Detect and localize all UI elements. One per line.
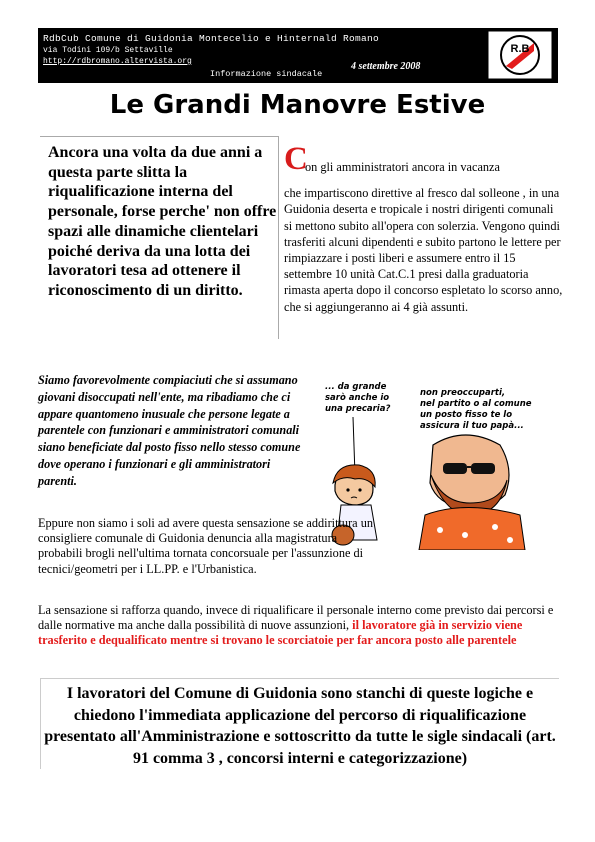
rdb-logo-icon: [488, 31, 552, 79]
bubble-right-line: nel partito o al comune: [420, 399, 532, 409]
issue-date: 4 settembre 2008: [351, 61, 421, 72]
drop-cap: C: [284, 141, 308, 177]
italic-statement: Siamo favorevolmente compiaciuti che si assumano giovani disoccupati nell'ente, ma ribadiamo che ci appare quantomeno inusuale che persone legate a parentele con funzionari e amministratori comunali siano beneficiate dal posto fisso nello stesso comune dove operano i funzionari e gli amministratori parenti.: [38, 373, 301, 488]
man-figure: [419, 435, 525, 550]
bubble-left-line: sarò anche io: [325, 393, 390, 403]
column-first-line: on gli amministratori ancora in vacanza: [305, 160, 500, 174]
masthead-url[interactable]: http://rdbromano.altervista.org: [43, 57, 192, 66]
svg-text:non preoccuparti, nel part: [420, 388, 535, 431]
pull-quote: Ancora una volta da due anni a questa parte slitta la riqualificazione interna del personale, forse perche' non offre spazi alle dinamiche clientelari poiché deriva da una lotta dei lavoratori tesa ad ottenere il riconoscimento di un diritto.: [48, 144, 277, 299]
bubble-right-line: un posto fisso te lo: [420, 410, 513, 420]
bubble-left-line: una precaria?: [325, 404, 391, 414]
masthead-address: via Todini 109/b Settaville: [43, 46, 173, 55]
bubble-right-line: assicura il tuo papà...: [420, 421, 524, 431]
highlight-text: il lavoratore già in servizio viene trasferito e dequalificato mentre si trovano le scorciatoie per far ancora posto alle parentele: [38, 618, 523, 648]
page-title: Le Grandi Manovre Estive: [109, 90, 486, 120]
paragraph-denuncia: Eppure non siamo i soli ad avere questa sensazione se addirittura un consigliere comunale di Guidonia denuncia alla magistratura probabili brogli nell'ultima tornata concorsuale per l'assunzione di tecnici/geometri per i LL.PP. e l'Urbanistica.: [38, 516, 373, 576]
logo-text: R.B: [510, 43, 530, 55]
main-column: [284, 141, 564, 315]
bubble-left-line: ... da grande: [325, 382, 387, 392]
masthead: [38, 28, 558, 83]
column-body: che impartiscono direttive al fresco dal solleone , in una Guidonia deserta e tropicale i nostri dirigenti comunali si mettono subito all'opera con solerzia. Vengono quindi trasferiti alcuni dipendenti e subito partono le lettere per rimpiazzare i posti liberi e assumere entro il 15 settembre 10 unità Cat.C.1 presi dalla graduatoria rimasta aperta dopo il concorso espletato lo scorso anno, che si aggiungeranno ai 4 già assunti.: [284, 186, 563, 314]
masthead-org: RdbCub Comune di Guidonia Montecelio e Hinternald Romano: [43, 33, 380, 44]
masthead-section: Informazione sindacale: [210, 69, 323, 79]
paragraph-text: La sensazione si rafforza quando, invece di riqualificare il personale interno come previsto dai percorsi e dalle normative ma anche dalla possibilità di nuove assunzioni,: [38, 603, 554, 633]
closing-statement: I lavoratori del Comune di Guidonia sono stanchi di queste logiche e chiedono l'immediata applicazione del percorso di riqualificazione presentato all'Amministrazione e sottoscritto da tutte le sigle sindacali (art. 91 comma 3 , concorsi interni e categorizzazione): [40, 678, 559, 769]
paragraph-riqualificazione: [38, 603, 563, 649]
svg-text:... da grande sarò anche i: [325, 382, 392, 414]
bubble-right-line: non preoccuparti,: [420, 388, 506, 398]
pull-quote-box: [40, 136, 279, 339]
